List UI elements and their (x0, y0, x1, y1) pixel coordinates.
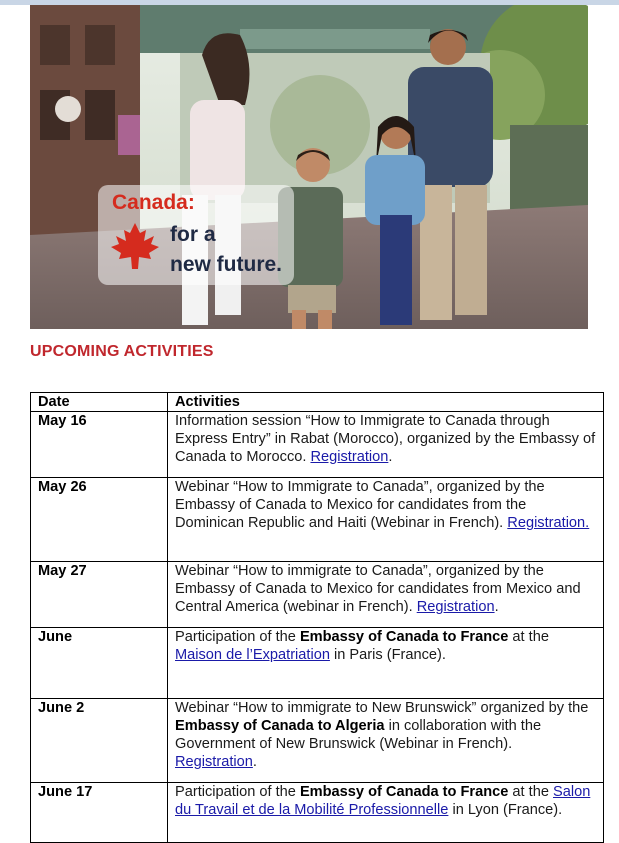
activity-description (168, 412, 604, 478)
activity-bold-text: Embassy of Canada to France (299, 784, 509, 800)
activity-text: . (252, 754, 257, 770)
table-row (31, 628, 604, 699)
table-row (31, 783, 604, 843)
activity-text: at the (508, 784, 553, 800)
activity-text: at the (508, 629, 549, 645)
activity-date: June 17 (31, 783, 168, 843)
banner-title: Canada: (112, 191, 195, 214)
table-row (31, 478, 604, 562)
activity-link[interactable]: Registration. (507, 515, 590, 531)
activity-link[interactable]: Maison de l’Expatriation (175, 647, 330, 663)
activity-description (168, 699, 604, 783)
activity-date: May 26 (31, 478, 168, 562)
activity-link[interactable]: Registration (310, 449, 389, 465)
section-heading: UPCOMING ACTIVITIES (30, 343, 214, 360)
activity-text: Information session “How to Immigrate to Canada through Express Entry” in Rabat (Morocco), organized by the Embassy of Canada to Morocco. (175, 413, 596, 465)
activity-text: Webinar “How to Immigrate to Canada”, organized by the Embassy of Canada to Mexico for candidates from the Dominican Republic and Haiti (Webinar in French). (175, 479, 545, 531)
activity-text: . (494, 599, 499, 615)
table-header-row (31, 393, 604, 412)
table-row (31, 562, 604, 628)
activity-text: in Lyon (France). (448, 802, 563, 818)
activity-date: June 2 (31, 699, 168, 783)
activity-description (168, 783, 604, 843)
activity-description (168, 628, 604, 699)
header-activities: Activities (168, 393, 604, 412)
activity-text: in Paris (France). (329, 647, 446, 663)
activity-text: Participation of the (175, 784, 300, 800)
table-row (31, 412, 604, 478)
activity-bold-text: Embassy of Canada to Algeria (175, 718, 385, 734)
banner-line-for-a: for a (170, 223, 216, 246)
activity-text: Webinar “How to immigrate to Canada”, organized by the Embassy of Canada to Mexico for candidates from Mexico and Central America (webinar in French). (175, 563, 581, 615)
activity-link[interactable]: Registration (416, 599, 495, 615)
activity-text: . (388, 449, 393, 465)
activity-date: June (31, 628, 168, 699)
activities-table (30, 392, 604, 843)
banner-line-new-future: new future. (170, 253, 283, 276)
table-row (31, 699, 604, 783)
activity-link[interactable]: Registration (175, 754, 253, 770)
activity-text: in collaboration with the Government of New Brunswick (Webinar in French). (175, 718, 542, 752)
activity-text: Webinar “How to immigrate to New Brunswick” organized by the (175, 700, 589, 716)
activity-date: May 16 (31, 412, 168, 478)
header-date: Date (31, 393, 168, 412)
activity-text: Participation of the (175, 629, 300, 645)
hero-image (30, 5, 588, 329)
activity-description (168, 562, 604, 628)
activity-date: May 27 (31, 562, 168, 628)
activity-description (168, 478, 604, 562)
activity-bold-text: Embassy of Canada to France (299, 629, 509, 645)
activity-link[interactable]: Salon du Travail et de la Mobilité Professionnelle (175, 784, 591, 818)
